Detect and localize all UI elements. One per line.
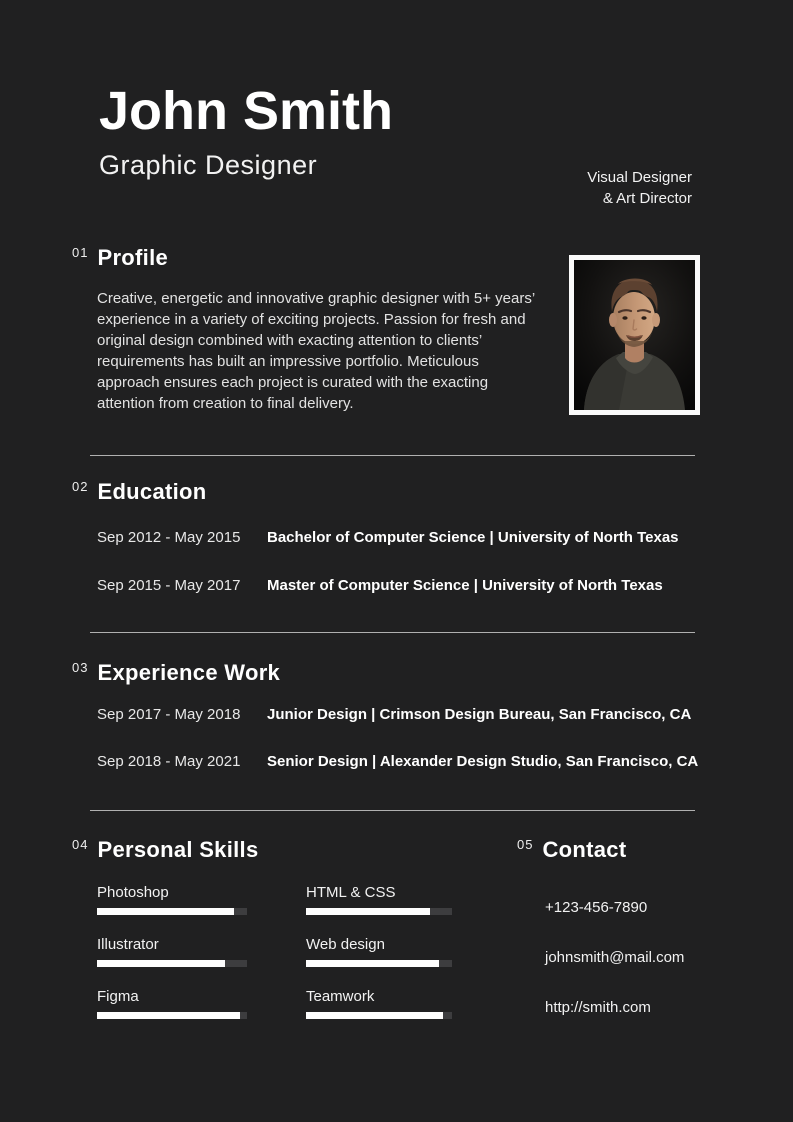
skill-label: Figma xyxy=(97,988,139,1005)
experience-row xyxy=(97,706,691,723)
contact-email: johnsmith@mail.com xyxy=(545,949,685,966)
experience-date: Sep 2017 - May 2018 xyxy=(97,706,241,723)
section-number: 03 xyxy=(72,660,89,675)
skill-bar-fill xyxy=(306,1012,443,1019)
section-number: 01 xyxy=(72,245,89,260)
section-divider xyxy=(90,810,695,811)
skill-bar-track xyxy=(306,1012,452,1019)
skill-bar-track xyxy=(97,908,247,915)
education-row xyxy=(97,529,679,546)
section-number: 05 xyxy=(517,837,534,852)
section-number: 02 xyxy=(72,479,89,494)
skill-item xyxy=(306,884,452,915)
skill-item xyxy=(306,936,452,967)
profile-photo xyxy=(569,255,700,415)
section-title: Experience Work xyxy=(97,660,281,685)
skills-column-right xyxy=(306,884,452,1040)
section-title: Personal Skills xyxy=(97,837,259,862)
skill-item xyxy=(97,884,247,915)
skill-bar-fill xyxy=(97,960,225,967)
section-title: Contact xyxy=(542,837,627,862)
skill-bar-fill xyxy=(97,1012,240,1019)
skill-label: Teamwork xyxy=(306,988,375,1005)
skill-bar-track xyxy=(306,960,452,967)
skill-bar-fill xyxy=(97,908,234,915)
tagline-line-1: Visual Designer xyxy=(587,169,692,186)
skill-bar-fill xyxy=(306,960,439,967)
skill-label: Illustrator xyxy=(97,936,159,953)
skill-item xyxy=(97,936,247,967)
skill-item xyxy=(306,988,452,1019)
skills-column-left xyxy=(97,884,247,1040)
experience-detail: Junior Design | Crimson Design Bureau, San Francisco, CA xyxy=(267,706,692,723)
section-divider xyxy=(90,632,695,633)
skill-bar-track xyxy=(97,1012,247,1019)
contact-list xyxy=(545,899,684,1049)
section-title: Education xyxy=(97,479,207,504)
education-date: Sep 2012 - May 2015 xyxy=(97,529,241,546)
skill-label: HTML & CSS xyxy=(306,884,396,901)
profile-summary-text: Creative, energetic and innovative graphic designer with 5+ years’ experience in a variety of exciting projects. Passion for fresh and original design combined with exacting attention to clients’ requirements has built an impressive portfolio. Meticulous approach ensures each project is curated with the exacting attention from creation to final delivery. xyxy=(97,290,535,412)
education-row xyxy=(97,577,663,594)
contact-phone: +123-456-7890 xyxy=(545,899,648,916)
section-heading-skills xyxy=(72,837,259,863)
section-heading-contact xyxy=(517,837,626,863)
person-role: Graphic Designer xyxy=(99,150,318,180)
education-detail: Master of Computer Science | University of North Texas xyxy=(267,577,663,594)
section-heading-experience xyxy=(72,660,280,686)
section-heading-education xyxy=(72,479,207,505)
contact-website: http://smith.com xyxy=(545,999,651,1016)
skill-bar-fill xyxy=(306,908,430,915)
education-detail: Bachelor of Computer Science | University of North Texas xyxy=(267,529,679,546)
section-title: Profile xyxy=(97,245,169,270)
skill-bar-track xyxy=(306,908,452,915)
skill-item xyxy=(97,988,247,1019)
experience-row xyxy=(97,753,698,770)
person-name: John Smith xyxy=(99,81,393,141)
section-number: 04 xyxy=(72,837,89,852)
skill-label: Photoshop xyxy=(97,884,169,901)
education-date: Sep 2015 - May 2017 xyxy=(97,577,241,594)
portrait-illustration xyxy=(574,260,695,410)
skill-label: Web design xyxy=(306,936,385,953)
tagline-line-2: & Art Director xyxy=(602,190,692,207)
experience-detail: Senior Design | Alexander Design Studio, San Francisco, CA xyxy=(267,753,699,770)
tagline xyxy=(540,167,692,209)
skill-bar-track xyxy=(97,960,247,967)
experience-date: Sep 2018 - May 2021 xyxy=(97,753,241,770)
section-heading-profile xyxy=(72,245,168,271)
section-divider xyxy=(90,455,695,456)
